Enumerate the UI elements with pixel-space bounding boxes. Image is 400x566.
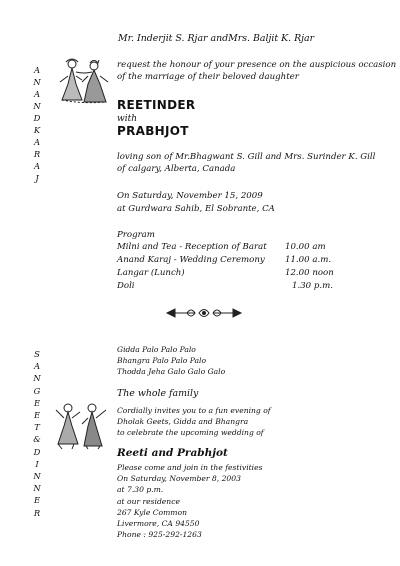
with-word: with — [117, 114, 137, 124]
wedding-couple-illustration — [52, 54, 114, 106]
intro-line-1: request the honour of your presence on the auspicious occasion — [117, 60, 397, 70]
vertical-letter: T — [34, 422, 40, 433]
vertical-letter: G — [33, 385, 41, 396]
bride-name: REETINDER — [117, 98, 196, 112]
vertical-letter: A — [33, 65, 41, 75]
vertical-title-anand-karaj — [31, 64, 43, 184]
sangeet-couple: Reeti and Prabhjot — [117, 447, 228, 459]
program-event: Anand Karaj - Wedding Ceremony — [117, 255, 265, 265]
invite-line-2: Dholak Geets, Gidda and Bhangra — [117, 417, 249, 426]
vertical-letter: N — [33, 373, 41, 384]
vertical-letter: I — [35, 458, 39, 469]
vertical-letter: S — [34, 349, 40, 359]
sangeet-venue: at our residence — [117, 497, 180, 506]
vertical-letter: D — [33, 113, 41, 123]
sangeet-date: On Saturday, November 8, 2003 — [117, 474, 241, 483]
groom-parents-line-1: loving son of Mr.Bhagwant S. Gill and Mrs. Surinder K. Gill — [117, 152, 376, 162]
program-time: 11.00 a.m. — [285, 255, 332, 265]
groom-parents-line-2: of calgary, Alberta, Canada — [117, 164, 236, 174]
vertical-letter: N — [33, 77, 41, 87]
phone-line: Phone : 925-292-1263 — [117, 530, 202, 539]
vertical-letter: & — [33, 434, 41, 445]
ornament-divider — [165, 305, 243, 321]
ceremony-venue: at Gurdwara Sahib, El Sobrante, CA — [117, 204, 275, 214]
vertical-letter: A — [33, 161, 41, 171]
vertical-letter: A — [33, 89, 41, 99]
intro-line-2: of the marriage of their beloved daughter — [117, 72, 299, 82]
sangeet-time: at 7.30 p.m. — [117, 485, 164, 494]
vertical-letter: J — [35, 173, 39, 183]
address-line-2: Livermore, CA 94550 — [117, 519, 200, 528]
program-event: Langar (Lunch) — [117, 268, 185, 278]
vertical-letter: D — [33, 446, 41, 457]
vertical-letter: N — [33, 483, 41, 494]
whole-family: The whole family — [117, 388, 199, 399]
ceremony-date: On Saturday, November 15, 2009 — [117, 191, 263, 201]
program-time: 10.00 am — [285, 242, 326, 252]
vertical-letter: K — [33, 125, 41, 135]
dancers-illustration — [52, 400, 110, 450]
song-line-1: Gidda Palo Palo Palo — [117, 345, 196, 354]
hosts-line: Mr. Inderjit S. Rjar andMrs. Baljit K. Rjar — [118, 33, 315, 44]
program-time: 1.30 p.m. — [292, 281, 333, 291]
song-line-3: Thodda Jeha Galo Galo Galo — [117, 367, 226, 376]
vertical-letter: A — [33, 137, 41, 147]
vertical-letter: R — [33, 507, 41, 518]
vertical-letter: N — [33, 471, 41, 482]
invite-line-1: Cordially invites you to a fun evening of — [117, 406, 271, 415]
groom-name: PRABHJOT — [117, 124, 189, 138]
program-event: Milni and Tea - Reception of Barat — [117, 242, 267, 252]
vertical-letter: E — [33, 410, 41, 421]
vertical-title-sangeet-dinner — [31, 348, 43, 519]
address-line-1: 267 Kyle Common — [117, 508, 187, 517]
program-time: 12.00 noon — [285, 268, 334, 278]
vertical-letter: A — [33, 361, 41, 372]
song-line-2: Bhangra Palo Palo Palo — [117, 356, 207, 365]
program-event: Doli — [117, 281, 135, 291]
vertical-letter: E — [33, 495, 41, 506]
vertical-letter: R — [33, 149, 41, 159]
invite-line-3: to celebrate the upcoming wedding of — [117, 428, 264, 437]
program-heading: Program — [117, 230, 155, 240]
vertical-letter: N — [33, 101, 41, 111]
join-line: Please come and join in the festivities — [117, 463, 263, 472]
vertical-letter: E — [33, 397, 41, 408]
